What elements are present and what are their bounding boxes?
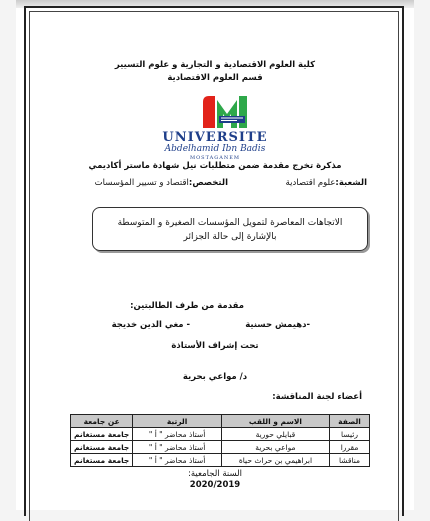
department-name: قسم العلوم الاقتصادية: [167, 73, 263, 83]
header-name: الاسم و اللقب: [221, 415, 329, 428]
member-university: جامعة مستغانم: [71, 441, 133, 454]
branch-value: علوم اقتصادية: [285, 178, 336, 188]
specialty-value: اقتصاد و تسيير المؤسسات: [94, 178, 189, 188]
specialty-field: [95, 178, 228, 189]
member-university: جامعة مستغانم: [71, 428, 133, 441]
member-rank: أستاذ محاضر " أ ": [133, 441, 222, 454]
academic-year-value: 2020/2019: [189, 480, 241, 490]
academic-year-label: السنة الجامعية:: [187, 469, 243, 479]
university-subname: Abdelhamid Ibn Badis: [164, 144, 266, 154]
document-page: [16, 0, 414, 510]
branch-label: الشعبة:: [335, 178, 367, 188]
committee-header-row: [71, 415, 370, 428]
table-row: [71, 428, 370, 441]
member-role: مقررا: [330, 441, 370, 454]
memo-label: مذكرة تخرج مقدمة ضمن متطلبات نيل شهادة ماستر أكاديمي: [88, 161, 342, 171]
table-row: [71, 441, 370, 454]
branch-field: [286, 178, 367, 189]
member-rank: أستاذ محاضر " أ ": [133, 428, 222, 441]
header-university: عن جامعة: [71, 415, 133, 428]
member-name: مواعي بحرية: [221, 441, 329, 454]
member-name: ابراهيمي بن حراث حياة: [221, 454, 329, 467]
header-role: الصفة: [330, 415, 370, 428]
committee-label: أعضاء لجنة المناقشة:: [272, 392, 362, 402]
university-logo-icon: [195, 92, 255, 132]
member-role: مناقشا: [330, 454, 370, 467]
member-rank: أستاذ محاضر " أ ": [133, 454, 222, 467]
university-name: UNIVERSITE: [162, 130, 268, 145]
member-role: رئيسا: [330, 428, 370, 441]
specialty-label: التخصص:: [188, 178, 228, 188]
member-university: جامعة مستغانم: [71, 454, 133, 467]
student-name-1: -دهيمش حسنية: [245, 320, 310, 330]
supervisor-label: تحت إشراف الأستاذة: [171, 341, 259, 351]
faculty-name: كلية العلوم الاقتصادية و التجارية و علوم التسيير: [114, 60, 316, 70]
supervisor-name: د/ مواعي بحرية: [182, 372, 248, 382]
member-name: قبايلي حورية: [221, 428, 329, 441]
thesis-title-line2: بالإشارة إلى حالة الجزائر: [183, 232, 277, 242]
table-row: [71, 454, 370, 467]
committee-table: [70, 414, 370, 467]
university-city: MOSTAGANEM: [189, 155, 241, 161]
students-label: مقدمة من طرف الطالبتين:: [130, 301, 244, 311]
thesis-title-line1: الاتجاهات المعاصرة لتمويل المؤسسات الصغيرة و المتوسطة: [117, 218, 343, 228]
header-rank: الرتبة: [133, 415, 222, 428]
thesis-title-box: [92, 207, 368, 251]
student-name-2: - مغي الدين خديجة: [111, 320, 190, 330]
